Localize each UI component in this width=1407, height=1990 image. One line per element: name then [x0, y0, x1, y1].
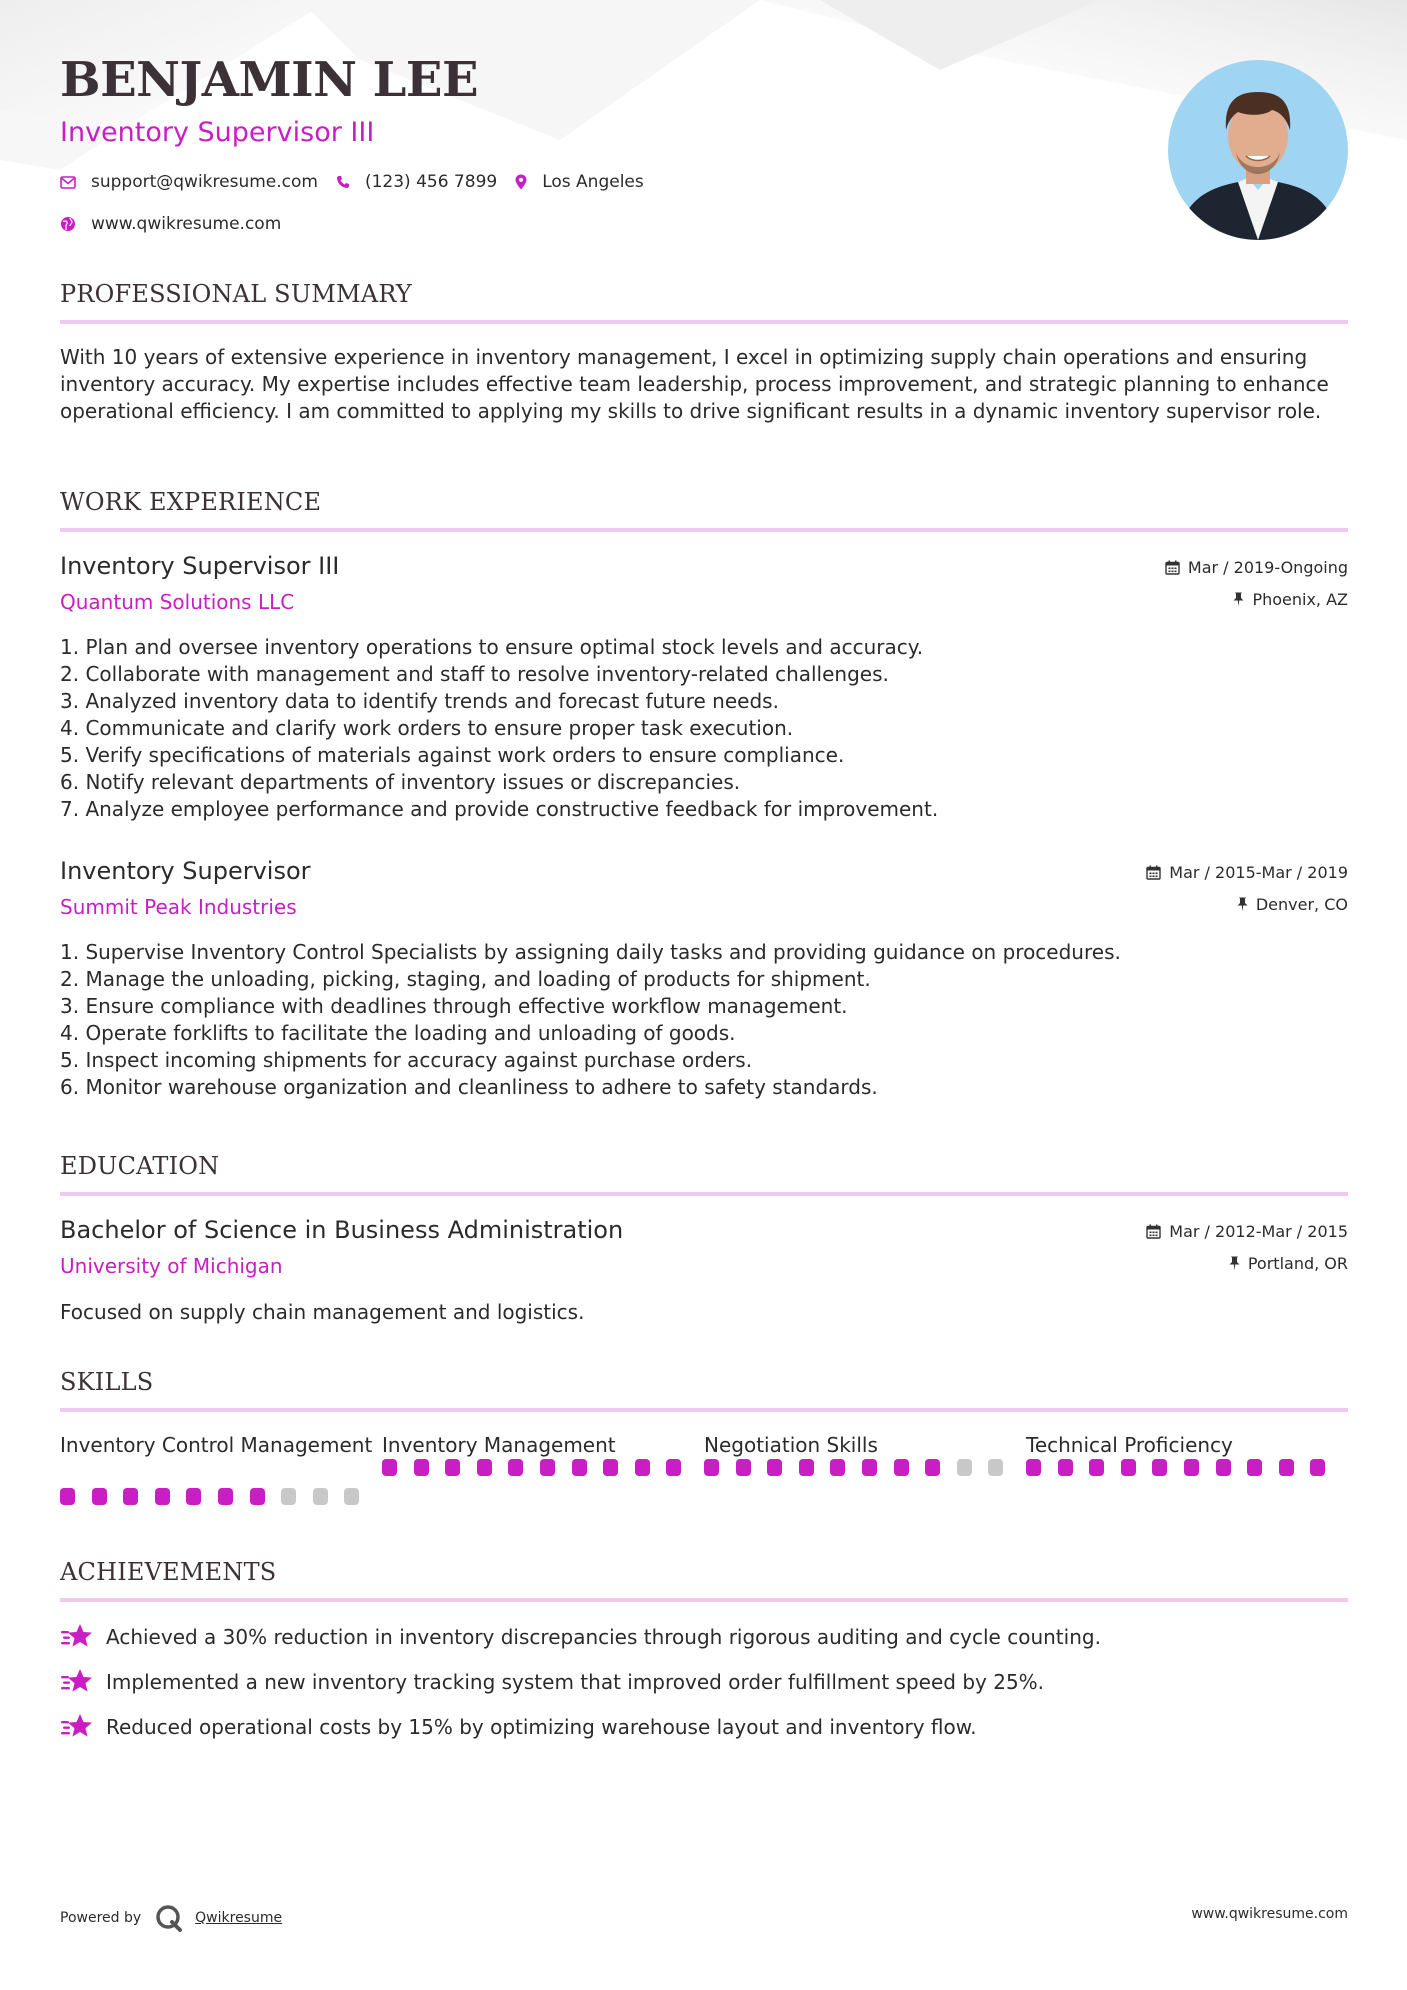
job-location [1237, 895, 1348, 914]
list-item: 7. Analyze employee performance and provide constructive feedback for improvement. [60, 797, 939, 821]
contact-location [515, 172, 644, 192]
rating-dot-empty [344, 1488, 359, 1505]
job-role: Inventory Supervisor [60, 857, 311, 885]
rating-dot-filled [1184, 1459, 1199, 1476]
rating-dot-filled [218, 1488, 233, 1505]
contact-website[interactable] [60, 214, 281, 234]
rating-dot-filled [894, 1459, 909, 1476]
experience-heading: WORK EXPERIENCE [60, 488, 322, 516]
globe-icon [60, 216, 76, 232]
education-date-text: Mar / 2012-Mar / 2015 [1169, 1222, 1348, 1241]
achievements-list [60, 1614, 1348, 1749]
powered-by [60, 1904, 282, 1932]
powered-by-text: Powered by [60, 1910, 142, 1926]
footer-url[interactable]: www.qwikresume.com [1191, 1906, 1348, 1922]
skill-name: Inventory Control Management [60, 1433, 373, 1457]
rating-dot-filled [666, 1459, 681, 1476]
pin-icon [1229, 1256, 1240, 1271]
rating-dot-filled [123, 1488, 138, 1505]
skill-name: Technical Proficiency [1026, 1433, 1233, 1457]
job-company: Quantum Solutions LLC [60, 590, 295, 614]
contact-row [60, 172, 662, 192]
rating-dot-filled [1121, 1459, 1136, 1476]
education-entry [60, 1216, 1348, 1324]
footer [60, 1900, 1348, 1930]
skill-item [382, 1432, 704, 1505]
list-item: 3. Analyzed inventory data to identify trends and forecast future needs. [60, 689, 779, 713]
rating-dot-empty [281, 1488, 296, 1505]
job-date [1146, 863, 1348, 882]
section-divider [60, 1598, 1348, 1602]
school: University of Michigan [60, 1254, 283, 1278]
email-text: support@qwikresume.com [91, 172, 318, 192]
contact-email[interactable] [60, 172, 318, 192]
rating-dot-filled [1247, 1459, 1262, 1476]
job-date [1165, 558, 1348, 577]
rating-dot-filled [736, 1459, 751, 1476]
job-entry [60, 552, 1348, 823]
education-location-text: Portland, OR [1247, 1254, 1348, 1273]
rating-dot-filled [1026, 1459, 1041, 1476]
website-text: www.qwikresume.com [91, 214, 282, 234]
rating-dot-filled [250, 1488, 265, 1505]
rating-dot-filled [830, 1459, 845, 1476]
rating-dot-filled [704, 1459, 719, 1476]
summary-section [60, 282, 1348, 425]
rating-dot-empty [313, 1488, 328, 1505]
rating-dot-empty [957, 1459, 972, 1476]
list-item: 3. Ensure compliance with deadlines through effective workflow management. [60, 994, 848, 1018]
section-divider [60, 320, 1348, 324]
skill-rating [382, 1459, 704, 1476]
rating-dot-filled [925, 1459, 940, 1476]
achievements-section [60, 1560, 1348, 1749]
brand-link[interactable]: Qwikresume [195, 1910, 283, 1926]
rating-dot-filled [1152, 1459, 1167, 1476]
job-date-text: Mar / 2015-Mar / 2019 [1169, 863, 1348, 882]
section-divider [60, 1192, 1348, 1196]
degree: Bachelor of Science in Business Administration [60, 1216, 624, 1244]
job-location-text: Phoenix, AZ [1252, 590, 1348, 609]
star-icon [60, 1623, 94, 1651]
envelope-icon [60, 176, 76, 189]
list-item: 1. Supervise Inventory Control Specialists by assigning daily tasks and providing guidance on procedures. [60, 940, 1121, 964]
pin-icon [1233, 592, 1244, 607]
rating-dot-filled [862, 1459, 877, 1476]
rating-dot-filled [92, 1488, 107, 1505]
location-text: Los Angeles [542, 172, 644, 192]
calendar-icon [1165, 560, 1180, 575]
contact-phone[interactable] [336, 172, 497, 192]
achievement-text: Reduced operational costs by 15% by optimizing warehouse layout and inventory flow. [106, 1714, 977, 1739]
rating-dot-filled [60, 1488, 75, 1505]
rating-dot-filled [1089, 1459, 1104, 1476]
pin-icon [1237, 897, 1248, 912]
skill-item [1026, 1432, 1348, 1505]
job-company: Summit Peak Industries [60, 895, 297, 919]
rating-dot-filled [1216, 1459, 1231, 1476]
contact-row-2 [60, 214, 299, 234]
education-section [60, 1154, 1348, 1324]
job-date-text: Mar / 2019-Ongoing [1187, 558, 1348, 577]
star-icon [60, 1668, 94, 1696]
skills-list [60, 1432, 1348, 1505]
list-item: 4. Operate forklifts to facilitate the loading and unloading of goods. [60, 1021, 736, 1045]
list-item: 2. Manage the unloading, picking, staging, and loading of products for shipment. [60, 967, 871, 991]
achievements-heading: ACHIEVEMENTS [60, 1558, 277, 1586]
rating-dot-filled [767, 1459, 782, 1476]
calendar-icon [1146, 865, 1161, 880]
achievement-item [60, 1704, 1348, 1749]
skill-rating [60, 1488, 382, 1505]
rating-dot-filled [414, 1459, 429, 1476]
section-divider [60, 528, 1348, 532]
rating-dot-filled [635, 1459, 650, 1476]
rating-dot-filled [445, 1459, 460, 1476]
rating-dot-filled [1310, 1459, 1325, 1476]
summary-heading: PROFESSIONAL SUMMARY [60, 280, 412, 308]
phone-text: (123) 456 7899 [364, 172, 498, 192]
star-icon [60, 1713, 94, 1741]
education-location [1229, 1254, 1348, 1273]
list-item: 5. Inspect incoming shipments for accuracy against purchase orders. [60, 1048, 753, 1072]
achievement-text: Achieved a 30% reduction in inventory discrepancies through rigorous auditing and cycle counting. [106, 1624, 1101, 1649]
education-description: Focused on supply chain management and logistics. [60, 1300, 585, 1324]
job-role: Inventory Supervisor III [60, 552, 340, 580]
education-heading: EDUCATION [60, 1152, 220, 1180]
skill-item [60, 1432, 382, 1505]
skill-name: Inventory Management [382, 1433, 616, 1457]
rating-dot-filled [603, 1459, 618, 1476]
list-item: 4. Communicate and clarify work orders to ensure proper task execution. [60, 716, 794, 740]
job-entry [60, 857, 1348, 1101]
list-item: 5. Verify specifications of materials against work orders to ensure compliance. [60, 743, 845, 767]
experience-section [60, 490, 1348, 1101]
skill-name: Negotiation Skills [704, 1433, 878, 1457]
list-item: 2. Collaborate with management and staff to resolve inventory-related challenges. [60, 662, 889, 686]
rating-dot-filled [540, 1459, 555, 1476]
achievement-text: Implemented a new inventory tracking system that improved order fulfillment speed by 25%. [106, 1669, 1045, 1694]
job-bullets [60, 634, 1348, 823]
rating-dot-filled [477, 1459, 492, 1476]
location-pin-icon [515, 174, 527, 190]
job-location [1233, 590, 1348, 609]
list-item: 1. Plan and oversee inventory operations to ensure optimal stock levels and accuracy. [60, 635, 924, 659]
achievement-item [60, 1659, 1348, 1704]
achievement-item [60, 1614, 1348, 1659]
qwikresume-logo [155, 1904, 183, 1932]
rating-dot-filled [382, 1459, 397, 1476]
candidate-title: Inventory Supervisor III [60, 117, 375, 148]
rating-dot-filled [155, 1488, 170, 1505]
skills-heading: SKILLS [60, 1368, 154, 1396]
list-item: 6. Monitor warehouse organization and cleanliness to adhere to safety standards. [60, 1075, 878, 1099]
rating-dot-filled [508, 1459, 523, 1476]
profile-photo [1168, 60, 1348, 240]
rating-dot-empty [988, 1459, 1003, 1476]
rating-dot-filled [186, 1488, 201, 1505]
skill-item [704, 1432, 1026, 1505]
rating-dot-filled [799, 1459, 814, 1476]
section-divider [60, 1408, 1348, 1412]
rating-dot-filled [1058, 1459, 1073, 1476]
job-bullets [60, 939, 1348, 1101]
education-date [1146, 1222, 1348, 1241]
summary-text: With 10 years of extensive experience in inventory management, I excel in optimizing supply chain operations and ensuring inventory accuracy. My expertise includes effective team leadership, process improvement, and strategic planning to enhance operational efficiency. I am committed to applying my skills to drive significant results in a dynamic inventory supervisor role. [60, 345, 1329, 423]
calendar-icon [1146, 1224, 1161, 1239]
skills-section [60, 1370, 1348, 1505]
rating-dot-filled [1279, 1459, 1294, 1476]
rating-dot-filled [572, 1459, 587, 1476]
phone-icon [336, 175, 350, 189]
candidate-name: BENJAMIN LEE [60, 52, 479, 108]
job-location-text: Denver, CO [1255, 895, 1348, 914]
list-item: 6. Notify relevant departments of inventory issues or discrepancies. [60, 770, 741, 794]
skill-rating [1026, 1459, 1348, 1476]
skill-rating [704, 1459, 1026, 1476]
